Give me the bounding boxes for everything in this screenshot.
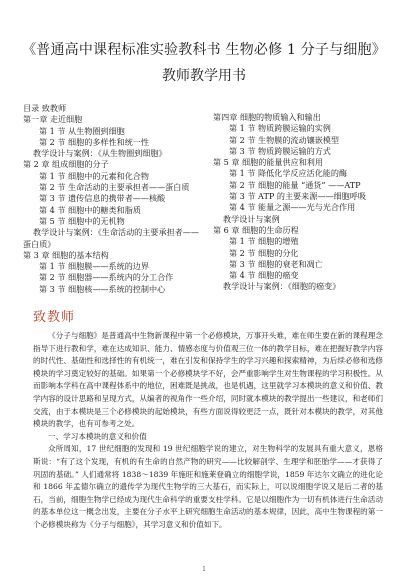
toc-entry: 第 3 节 细胞核——系统的控制中心 [39, 283, 166, 294]
toc-entry: 教学设计与案例：《细胞的癌变》 [223, 281, 341, 292]
toc-entry: 第 1 节 细胞膜——系统的边界 [39, 261, 149, 272]
toc-entry: 第 1 节 细胞的增殖 [229, 236, 299, 247]
toc-entry: 第 3 节 遗传信息的携带者——核酸 [39, 193, 166, 204]
toc-entry: 第 2 节 细胞的分化 [229, 247, 299, 258]
toc-entry: 第 4 节 能量之源——光与光合作用 [229, 202, 356, 213]
document-subtitle: 教师教学用书 [162, 68, 246, 84]
toc-entry: 目录 致教师 [23, 103, 67, 113]
toc-entry: 第 2 节 细胞的能量 “通货” ——ATP [229, 179, 361, 190]
toc-entry: 第 1 节 从生物圈到细胞 [39, 125, 125, 136]
toc-entry: 教学设计与案例：《从生物圈到细胞》 [33, 148, 167, 159]
body-subheading: 一、学习本模块的意义和价值 [48, 431, 147, 441]
toc-entry: 第 3 节 物质跨膜运输的方式 [229, 145, 331, 156]
toc-entry: 教学设计与案例 [223, 213, 280, 224]
body-text [33, 330, 383, 532]
toc-entry: 第 3 节 细胞的衰老和凋亡 [229, 258, 323, 269]
document-title: 《普通高中课程标准实验教科书 生物必修 1 分子与细胞》 [22, 42, 386, 58]
body-paragraph: 众所周知，17 世纪细胞的发现和 19 世纪细胞学说的建立，对生物科学的发展具有重大意义，恩格斯说：“有了这个发现，有机的有生命的自然产物的研究——比较解剖学、生理学和胚胎学——才获得了巩固的基础。” 人们通常将 1838～1839 年施旺和施莱登确立的细胞学说，1859 年达尔文确立的进化论和 1866 年孟德尔确立的遗传学为现代生物学的三大基石，而实际上，可以说细胞学说又是后二者的基石，当前，细胞生物学已经成为现代生命科学的重要支柱学科。它是以细胞作为一切有机体进行生命活动的基本单位这一概念出发，主要在分子水平上研究细胞生命活动的基本规律，因此，高中生物课程的第一个必修模块称为《分子与细胞》，其学习意义和价值如下。 [33, 444, 383, 529]
toc-entry: 第 2 节 细胞的多样性和统一性 [39, 136, 149, 147]
toc-entry: 蛋白质》 [23, 238, 56, 249]
toc-entry: 第 5 节 细胞中的无机物 [39, 215, 125, 226]
toc-entry: 第 1 节 物质跨膜运输的实例 [229, 123, 331, 134]
toc-entry: 第 3 节 ATP 的主要来源——细胞呼吸 [229, 191, 366, 202]
toc-entry: 第 3 章 细胞的基本结构 [23, 249, 109, 260]
page-number: 1 [202, 566, 206, 573]
toc-entry: 第 4 节 细胞中的糖类和脂质 [39, 204, 141, 215]
toc-entry: 第 5 章 细胞的能量供应和利用 [213, 157, 323, 168]
toc-entry: 第 2 节 生命活动的主要承担者——蛋白质 [39, 182, 190, 193]
toc-entry: 第 2 节 生物膜的流动镶嵌模型 [229, 134, 339, 145]
body-paragraph: 《分子与细胞》是普通高中生物新课程中第一个必修模块，万事开头难，难在师生要在新的课程理念指导下进行教和学，难在达成知识、能力、情感态度与价值观三位一体的教学目标，难在把握好教学内容的时代性、基础性和选择性的有机统一，难在引发和保持学生的学习兴趣和探索精神，为后续必修和选修模块的学习奠定较好的基础。如果第一个必修模块学不好，会严重影响学生对生物课程的学习积极性。从而影响本学科在高中课程体系中的地位，困难既是挑战，也是机遇，这里就学习本模块的意义和价值、教学内容的设计思路和呈现方式，从编者的视角作一些介绍，同时就本模块的教学提出一些建议，和老师们交流，由于本模块是三个必修模块的起始模块，有些方面说得较更泛一点，既针对本模块的教学，对其他模块的教学，也有可参考之处。 [33, 331, 383, 429]
toc-right-column [213, 112, 403, 293]
toc-entry: 第 2 章 组成细胞的分子 [23, 159, 109, 170]
toc-left-column [23, 103, 219, 295]
toc-entry: 第一章 走近细胞 [23, 114, 83, 125]
toc-entry: 教学设计与案例：《生命活动的主要承担者—— [33, 227, 199, 238]
toc-entry: 第四章 细胞的物质输入和输出 [213, 112, 321, 122]
toc-entry: 第 4 节 细胞的癌变 [229, 270, 299, 281]
toc-entry: 第 1 节 降低化学反应活化能的酶 [229, 168, 348, 179]
section-heading: 致教师 [33, 310, 76, 325]
toc-entry: 第 2 节 细胞器——系统内的分工合作 [39, 272, 174, 283]
toc-entry: 第 6 章 细胞的生命历程 [213, 224, 299, 235]
toc-entry: 第 1 节 细胞中的元素和化合物 [39, 170, 149, 181]
